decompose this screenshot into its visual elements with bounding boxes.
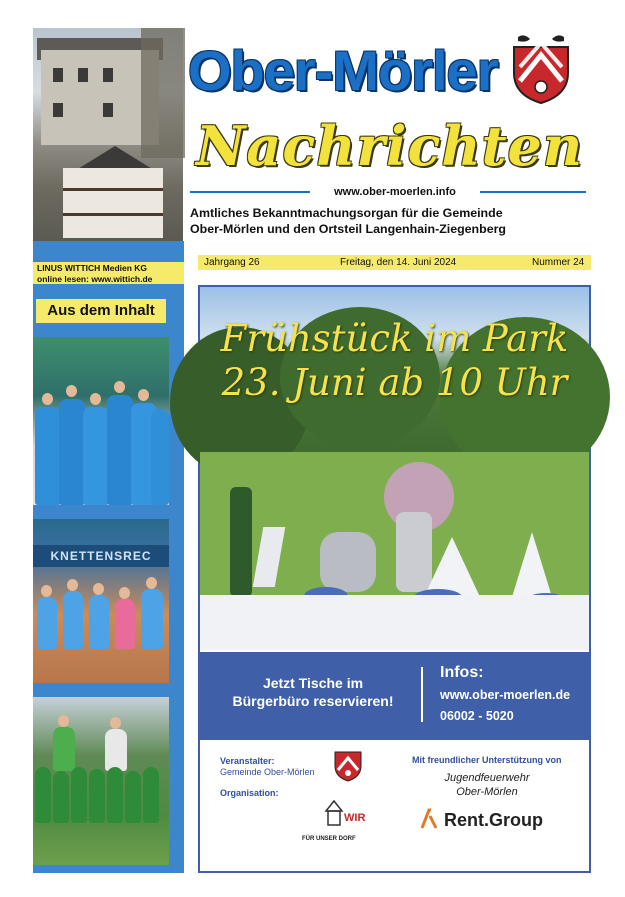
tennis-banner: KNETTENSREC xyxy=(33,545,169,567)
issue-info-bar xyxy=(198,255,591,270)
publisher-box xyxy=(33,262,184,284)
publisher-link[interactable]: online lesen: www.wittich.de xyxy=(37,273,153,284)
event-title-line-1: Frühstück im Park xyxy=(220,317,569,360)
organizer-label: Veranstalter: xyxy=(220,756,275,766)
wir-logo-text: WIR xyxy=(344,812,366,824)
masthead-description xyxy=(190,205,590,237)
reservation-line-2: Bürgerbüro reservieren! xyxy=(232,693,394,709)
support-label: Mit freundlicher Unterstützung von xyxy=(412,755,562,765)
url-line xyxy=(190,184,586,200)
issue-number: Nummer 24 xyxy=(532,257,585,268)
reservation-line-1: Jetzt Tische im xyxy=(262,675,364,691)
masthead-title: Ober-Mörler xyxy=(188,39,498,102)
divider xyxy=(421,667,423,722)
supporter-rent-group: Rent.Group xyxy=(444,810,543,830)
rent-group-logo-icon xyxy=(420,808,440,830)
event-title xyxy=(200,317,589,405)
description-line-2: Ober-Mörlen und den Ortsteil Langenhain-Ziegenberg xyxy=(190,222,506,236)
issue-date: Freitag, den 14. Juni 2024 xyxy=(340,257,457,268)
reservation-text xyxy=(212,674,414,710)
infos-url[interactable]: www.ober-moerlen.de xyxy=(440,688,571,702)
masthead-subtitle: Nachrichten xyxy=(196,114,584,178)
organisation-label: Organisation: xyxy=(220,788,279,798)
town-photo xyxy=(33,28,183,241)
wir-logo-icon xyxy=(322,795,366,829)
photo-football-kids xyxy=(33,697,169,865)
coat-of-arms-icon xyxy=(334,746,362,782)
organizer-value: Gemeinde Ober-Mörlen xyxy=(220,767,315,777)
event-poster xyxy=(198,285,591,873)
website-url: www.ober-moerlen.info xyxy=(334,186,456,198)
sponsors-area xyxy=(200,740,589,871)
infos-heading: Infos: xyxy=(440,664,484,681)
photo-group-blue-shirts xyxy=(33,337,169,505)
description-line-1: Amtliches Bekanntmachungsorgan für die Gemeinde xyxy=(190,206,503,220)
infos-phone: 06002 - 5020 xyxy=(440,709,514,723)
reservation-band xyxy=(200,652,589,740)
publisher-name: LINUS WITTICH Medien KG xyxy=(37,263,148,273)
issue-year: Jahrgang 26 xyxy=(204,257,260,268)
supporter-jugendfeuerwehr xyxy=(412,771,562,799)
coat-of-arms-icon xyxy=(512,33,570,105)
supporter-1-line-2: Ober-Mörlen xyxy=(456,786,518,798)
breakfast-photo xyxy=(200,287,589,650)
contents-heading: Aus dem Inhalt xyxy=(36,299,166,323)
photo-tennis-kids xyxy=(33,519,169,683)
event-date-line: 23. Juni ab 10 Uhr xyxy=(221,361,568,404)
supporter-1-line-1: Jugendfeuerwehr xyxy=(444,772,530,784)
wir-tagline: FÜR UNSER DORF xyxy=(302,836,356,842)
